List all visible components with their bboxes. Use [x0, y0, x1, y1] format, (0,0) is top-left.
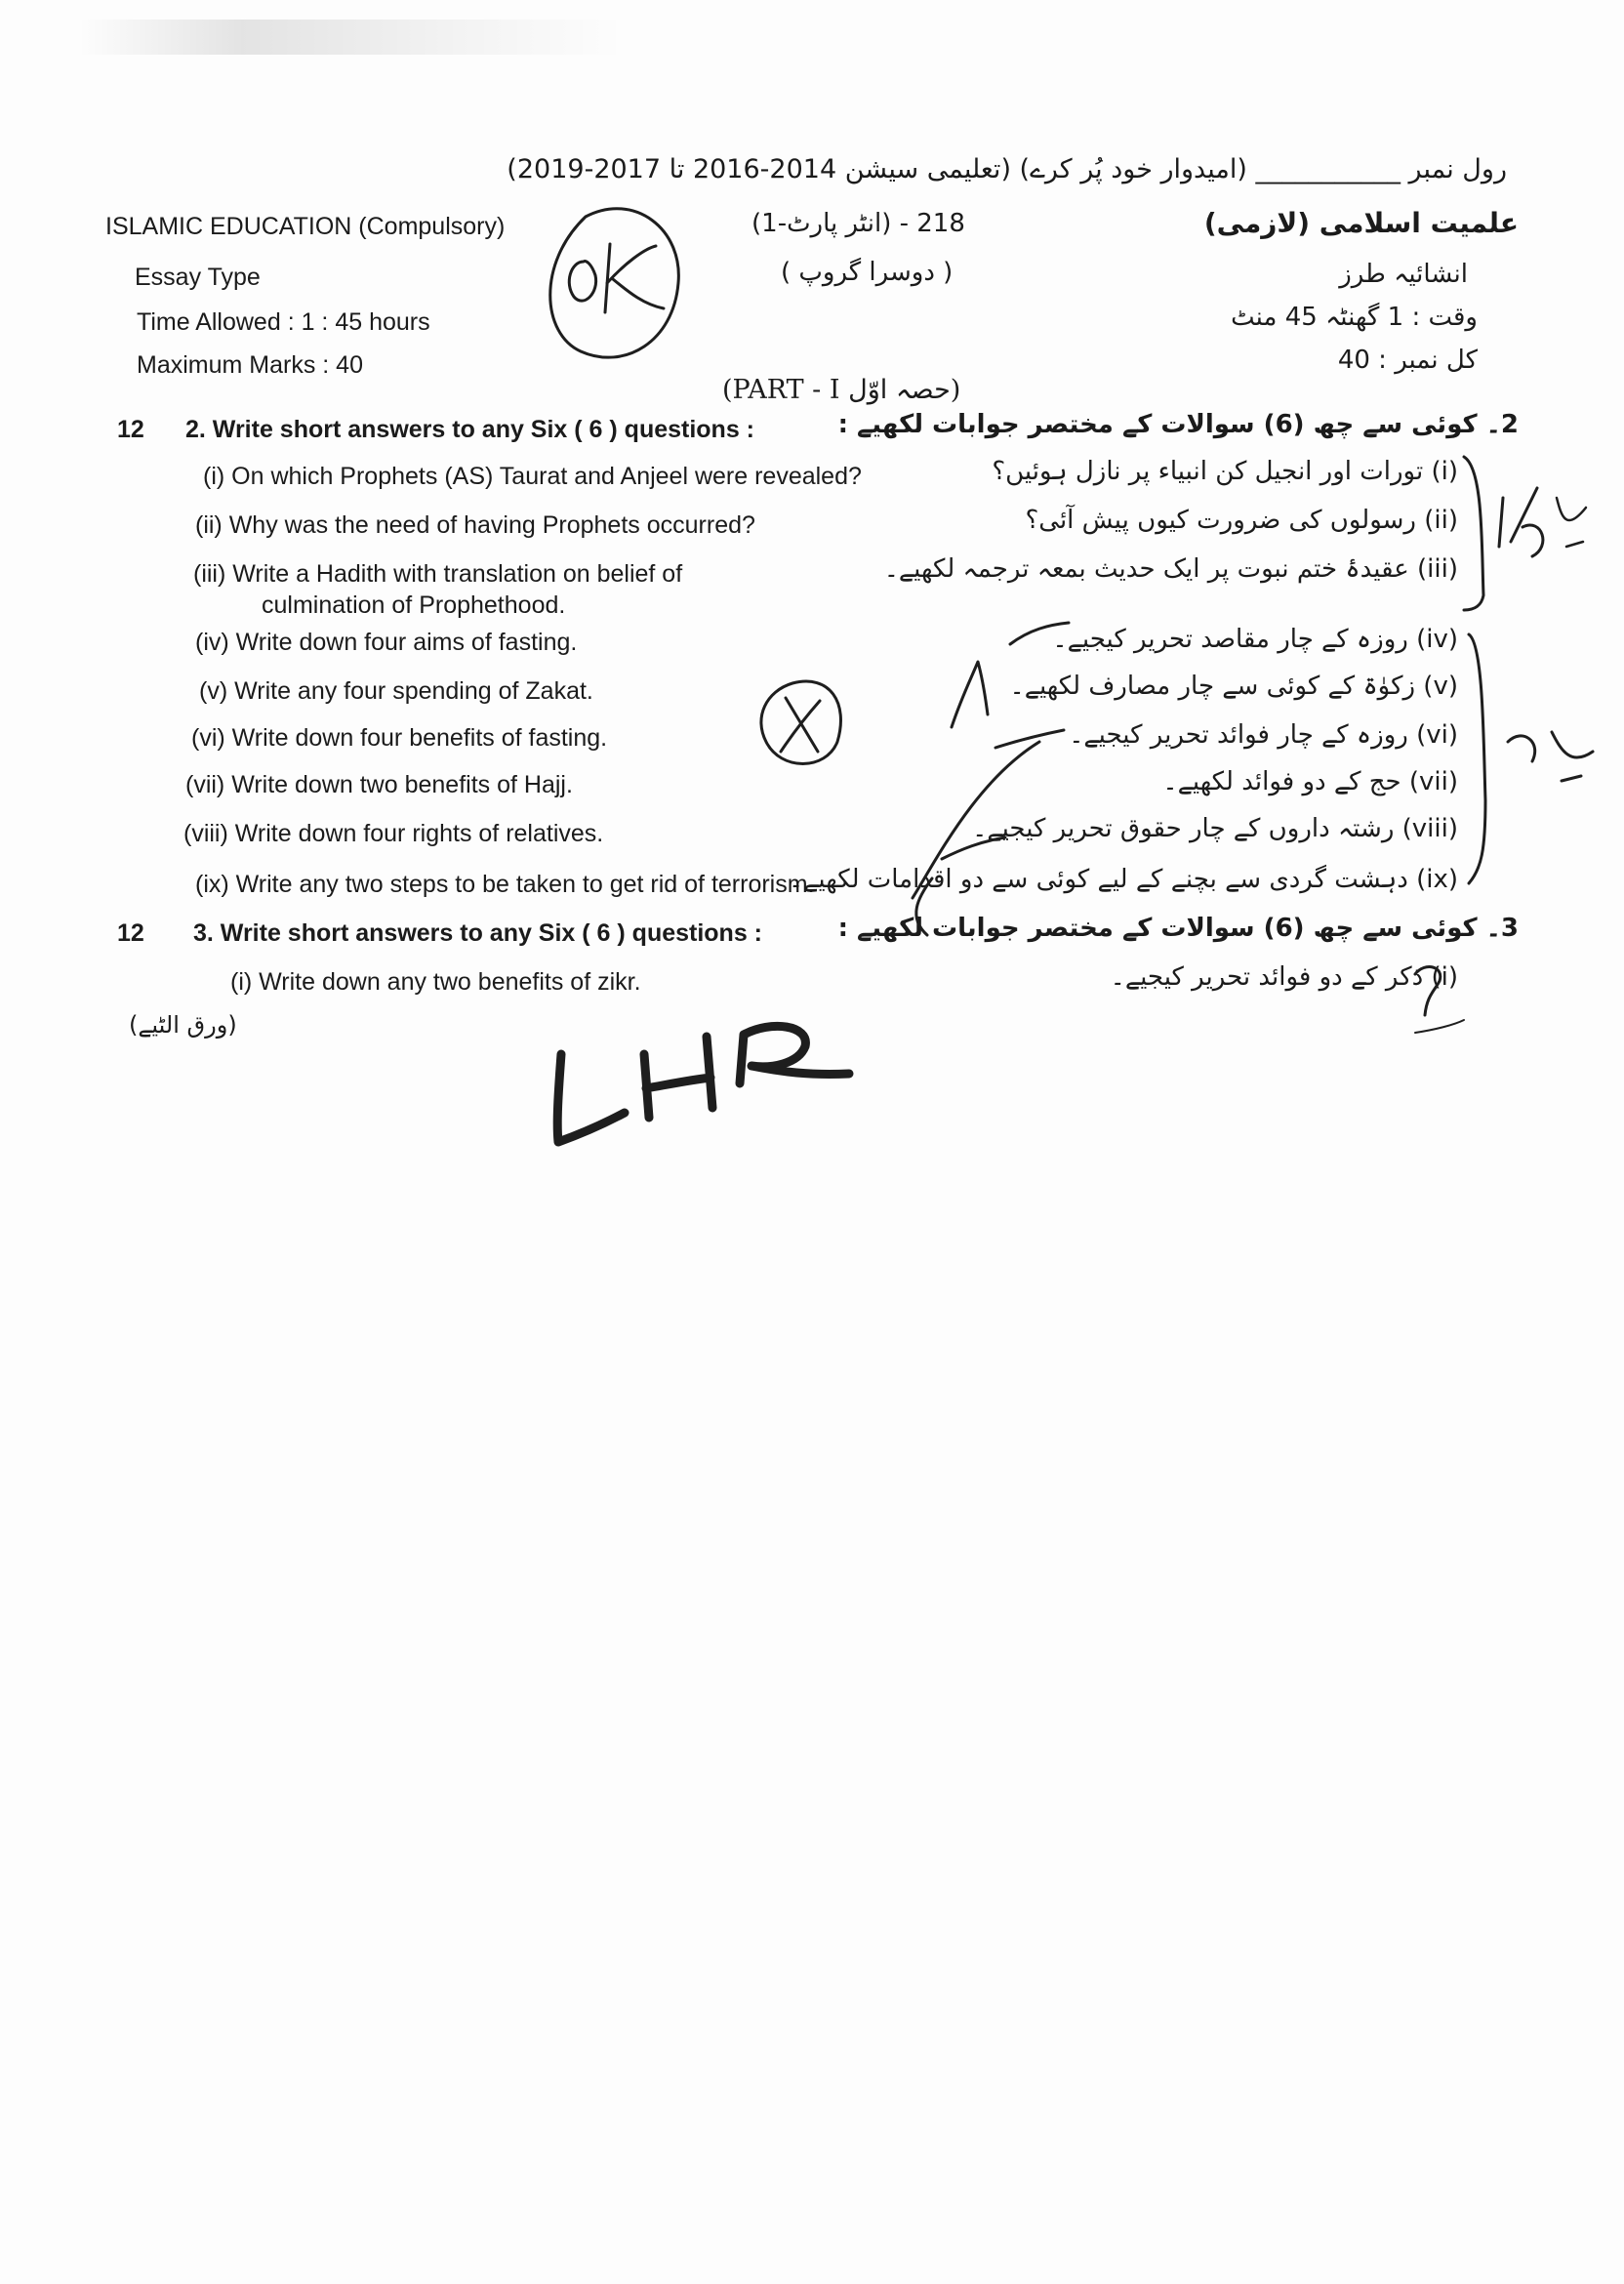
q3-item-1-urdu: (i) ذکر کے دو فوائد تحریر کیجیے۔ — [1110, 962, 1458, 992]
q3-item-1-english: (i) Write down any two benefits of zikr. — [230, 968, 641, 996]
lhr-letter-r — [740, 1026, 849, 1083]
q3-title-english: 3. Write short answers to any Six ( 6 ) questions : — [193, 919, 763, 947]
time-allowed-english: Time Allowed : 1 : 45 hours — [137, 308, 430, 336]
lhr-letter-l — [557, 1054, 625, 1142]
subject-english: ISLAMIC EDUCATION (Compulsory) — [105, 213, 506, 240]
margin-bracket-1 — [1464, 457, 1483, 610]
check-stroke-1 — [1010, 623, 1069, 644]
q2-item-9-english: (ix) Write any two steps to be taken to get rid of terrorism. — [195, 871, 815, 898]
q2-item-3-urdu: (iii) عقیدۂ ختم نبوت پر ایک حدیث بمعہ ترجمہ لکھیے۔ — [883, 554, 1458, 584]
q2-marks: 12 — [117, 416, 144, 443]
check-stroke-2 — [952, 662, 988, 727]
lhr-letter-h — [644, 1037, 712, 1118]
q2-item-9-urdu: (ix) دہشت گردی سے بچنے کے لیے کوئی سے دو اقدامات لکھیے۔ — [788, 865, 1458, 894]
q2-item-6-english: (vi) Write down four benefits of fasting. — [191, 724, 608, 752]
time-allowed-urdu: وقت : 1 گھنٹہ 45 منٹ — [1231, 303, 1478, 332]
margin-note-1-stroke-a — [1499, 488, 1543, 556]
essay-type-urdu: انشائیہ طرز — [1339, 260, 1468, 289]
tail-stroke — [1415, 1020, 1464, 1033]
check-stroke-3 — [995, 730, 1064, 748]
q2-item-8-english: (viii) Write down four rights of relatives. — [183, 820, 604, 847]
q2-item-7-english: (vii) Write down two benefits of Hajj. — [185, 771, 573, 798]
q2-item-1-english: (i) On which Prophets (AS) Taurat and Anjeel were revealed? — [203, 463, 862, 490]
roll-number-line: رول نمبر ___________ (امیدوار خود پُر کرے) (تعلیمی سیشن 2014-2016 تا 2017-2019) — [507, 154, 1507, 184]
part-heading: (PART - I حصہ اوّل) — [722, 375, 961, 405]
margin-bracket-2 — [1469, 634, 1485, 883]
ok-letter-k — [605, 244, 664, 312]
q2-item-7-urdu: (vii) حج کے دو فوائد لکھیے۔ — [1162, 767, 1458, 796]
q2-item-4-urdu: (iv) روزہ کے چار مقاصد تحریر کیجیے۔ — [1052, 625, 1458, 654]
check-stroke-4 — [913, 742, 1039, 898]
ok-letter-o — [569, 262, 595, 302]
q2-title-english: 2. Write short answers to any Six ( 6 ) questions : — [185, 416, 755, 443]
q2-item-3-english-cont: culmination of Prophethood. — [262, 591, 566, 619]
margin-note-2-stroke — [1508, 732, 1593, 781]
q3-marks: 12 — [117, 919, 144, 947]
q2-item-4-english: (iv) Write down four aims of fasting. — [195, 629, 578, 656]
q3-title-urdu: 3۔ کوئی سے چھ (6) سوالات کے مختصر جوابات لکھیے : — [837, 914, 1519, 943]
q2-item-1-urdu: (i) تورات اور انجیل کن انبیاء پر نازل ہوئیں؟ — [992, 457, 1458, 486]
paper-code: 218 - (انٹر پارٹ-1) — [751, 209, 965, 238]
group-urdu: ( دوسرا گروپ ) — [781, 258, 954, 287]
maximum-marks-english: Maximum Marks : 40 — [137, 351, 363, 379]
subject-urdu: علمیت اسلامی (لازمی) — [1203, 207, 1519, 239]
q2-item-2-english: (ii) Why was the need of having Prophets occurred? — [195, 511, 755, 539]
turn-over-note: (ورق الٹیے) — [129, 1011, 237, 1039]
q2-item-6-urdu: (vi) روزہ کے چار فوائد تحریر کیجیے۔ — [1069, 720, 1458, 750]
q2-item-3-english: (iii) Write a Hadith with translation on belief of — [193, 560, 683, 588]
essay-type-english: Essay Type — [135, 264, 261, 291]
q2-item-8-urdu: (viii) رشتہ داروں کے چار حقوق تحریر کیجیے۔ — [972, 814, 1458, 843]
q2-item-2-urdu: (ii) رسولوں کی ضرورت کیوں پیش آئی؟ — [1025, 506, 1458, 535]
q2-item-5-english: (v) Write any four spending of Zakat. — [199, 677, 593, 705]
check-stroke-5 — [942, 837, 1005, 859]
maximum-marks-urdu: کل نمبر : 40 — [1337, 346, 1478, 375]
question-mark — [1415, 967, 1441, 1015]
x-mark — [781, 698, 820, 752]
q2-title-urdu: 2۔ کوئی سے چھ (6) سوالات کے مختصر جوابات لکھیے : — [837, 410, 1519, 439]
q2-item-5-urdu: (v) زکوٰۃ کے کوئی سے چار مصارف لکھیے۔ — [1009, 672, 1458, 701]
margin-note-1-stroke-b — [1557, 498, 1586, 547]
